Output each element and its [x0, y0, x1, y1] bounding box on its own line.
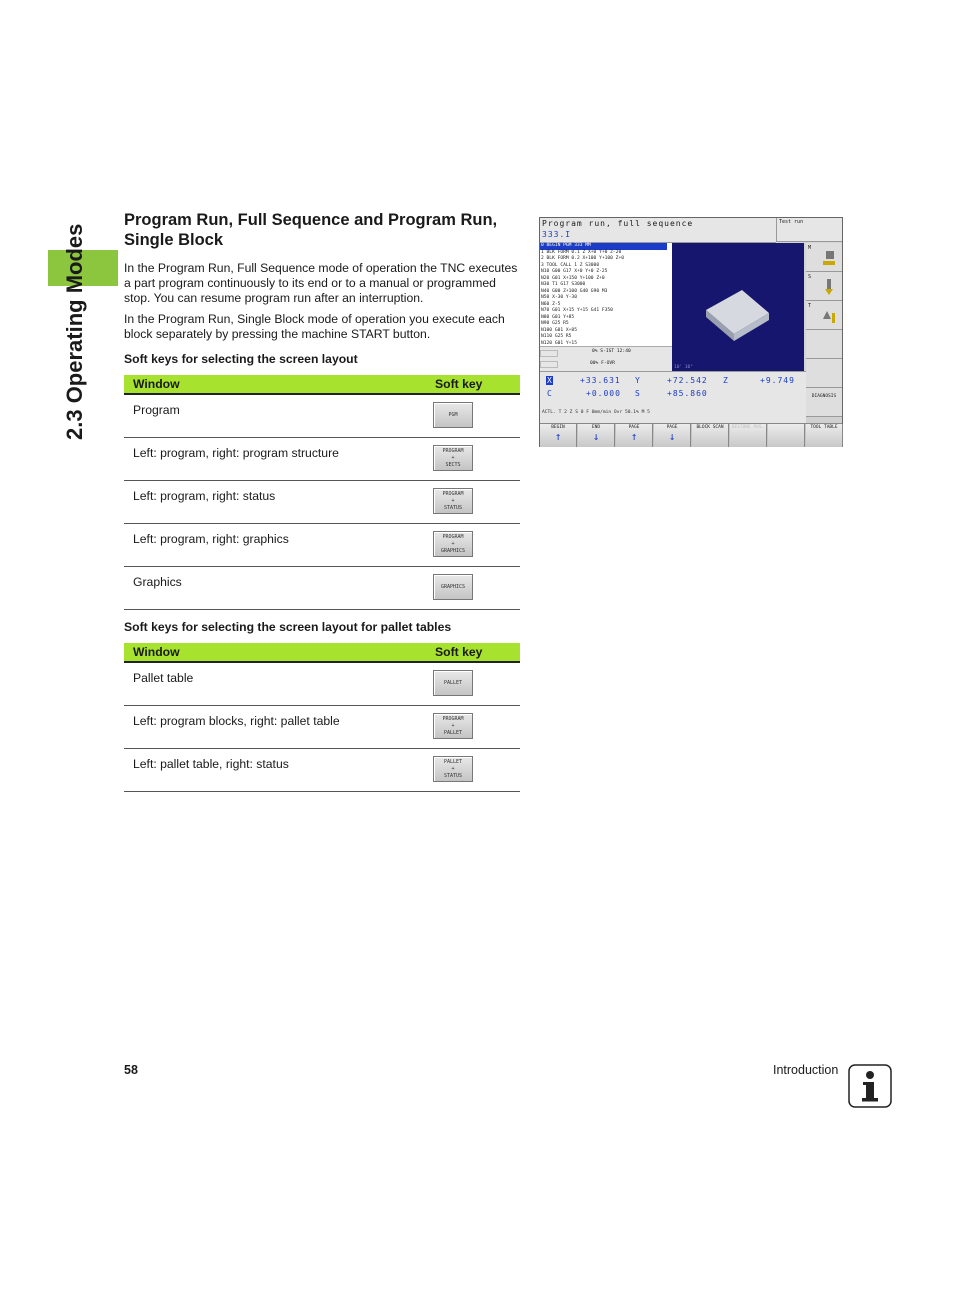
axis-z-value: +9.749 — [760, 376, 795, 385]
table2-heading: Soft keys for selecting the screen layout for pallet tables — [124, 620, 452, 634]
axis-z-label: Z — [723, 376, 728, 385]
tnc-softkey[interactable] — [654, 424, 691, 447]
program-line: N50 X-30 Y-30 — [541, 295, 577, 300]
softkey-image — [433, 402, 473, 428]
tnc-side-key-diagnosis[interactable]: DIAGNOSIS — [806, 388, 842, 417]
softkey-label: STATUS — [443, 504, 463, 511]
page-number: 58 — [124, 1063, 138, 1077]
column-header-window: Window — [124, 375, 431, 394]
softkey-image — [433, 488, 473, 514]
softkey-label: PROGRAM — [442, 447, 464, 454]
program-line: N60 Z-5 — [541, 301, 561, 307]
chapter-name: Introduction — [773, 1063, 839, 1077]
section-title: Program Run, Full Sequence and Program Run, Single Block — [124, 211, 498, 249]
tnc-program-footer — [540, 346, 672, 371]
softkey-label: PROGRAM — [442, 533, 464, 540]
pallet-layout-table — [124, 643, 520, 792]
spindle-icon — [821, 249, 837, 267]
arrow-icon: ↓ — [668, 430, 676, 443]
tnc-softkey-label: BLOCK SCAN — [696, 425, 724, 430]
softkey-image — [433, 531, 473, 557]
softkey-label: + — [451, 722, 455, 729]
axis-y-value: +72.542 — [667, 376, 708, 385]
program-line: 1 BLK FORM 0.1 Z X+0 Y+0 Z-20 — [541, 249, 622, 255]
tnc-softkey-label: PAGE — [666, 425, 678, 430]
arrow-icon: ↑ — [554, 430, 562, 443]
window-description: Left: program, right: program structure — [124, 438, 431, 481]
table1-heading: Soft keys for selecting the screen layout — [124, 352, 358, 366]
table-row — [124, 481, 520, 524]
tnc-softkey[interactable] — [806, 424, 843, 447]
tnc-side-key-t[interactable]: T — [806, 301, 842, 330]
graphic-dimension: 10' 10" — [674, 365, 693, 370]
softkey-label: + — [451, 765, 455, 772]
tnc-softkey-label: END — [591, 425, 601, 430]
softkey-image — [433, 445, 473, 471]
program-line: N70 G01 X+15 Y+15 G41 F350 — [541, 308, 613, 313]
tnc-file-name: 333.I — [542, 230, 572, 239]
arrow-icon: ↓ — [592, 430, 600, 443]
tool-icon — [821, 278, 837, 296]
tnc-program-window — [540, 243, 672, 346]
program-line: 3 TOOL CALL 1 Z S3000 — [541, 262, 600, 268]
program-line: N40 G00 Z+100 G40 G90 M3 — [541, 288, 608, 294]
softkey-label: PROGRAM — [442, 490, 464, 497]
window-description: Graphics — [124, 567, 431, 610]
softkey-label: + — [451, 540, 455, 547]
axis-y-label: Y — [635, 376, 640, 385]
info-icon — [848, 1064, 892, 1108]
paragraph-single-block: In the Program Run, Single Block mode of operation you execute each block separately by pressing the machine START button. — [124, 312, 505, 341]
tnc-mode-title: Program run, full sequence — [542, 219, 694, 228]
axis-c-value: +0.000 — [586, 389, 621, 398]
program-line: 2 BLK FORM 0.2 X+100 Y+100 Z+0 — [541, 256, 624, 261]
tool-change-icon — [821, 307, 837, 325]
window-description: Left: pallet table, right: status — [124, 749, 431, 792]
tnc-side-key-empty-1[interactable] — [806, 330, 842, 359]
program-line: 0 BEGIN PGM 333 MM — [540, 243, 667, 250]
tnc-softkey-label: RESTORE POS. — [731, 425, 765, 430]
axis-c-label: C — [547, 389, 552, 398]
program-line: N80 G01 Y+85 — [541, 314, 575, 320]
window-description: Left: program, right: graphics — [124, 524, 431, 567]
softkey-label: GRAPHICS — [440, 547, 466, 554]
softkey-image — [433, 756, 473, 782]
tnc-position-display — [540, 371, 806, 424]
tnc-side-key-m[interactable]: M — [806, 243, 842, 272]
program-line: N10 G00 G17 X+0 Y+0 Z-25 — [541, 269, 608, 274]
tnc-title-bar — [540, 218, 776, 243]
tnc-test-run-label: Test run — [776, 218, 842, 242]
tnc-foot-line-1: 0% S-IST 12:40 — [592, 349, 631, 354]
axis-s-value: +85.860 — [667, 389, 708, 398]
tnc-side-softkeys — [806, 243, 842, 423]
axis-x-label: X — [547, 376, 552, 385]
table-row — [124, 567, 520, 610]
tnc-graphics-window — [672, 243, 804, 371]
softkey-label: + — [451, 454, 455, 461]
table-row — [124, 394, 520, 438]
program-line: N30 T1 G17 S3000 — [541, 282, 586, 287]
tnc-softkey[interactable] — [540, 424, 577, 447]
softkey-label: GRAPHICS — [440, 583, 466, 590]
screen-layout-table — [124, 375, 520, 610]
softkey-label: PALLET — [443, 758, 463, 765]
column-header-softkey: Soft key — [431, 375, 520, 394]
table-row — [124, 662, 520, 706]
table-row — [124, 438, 520, 481]
softkey-label: STATUS — [443, 772, 463, 779]
softkey-label: PROGRAM — [442, 715, 464, 722]
program-line: N90 G25 R5 — [541, 321, 569, 326]
window-description: Left: program, right: status — [124, 481, 431, 524]
window-description: Pallet table — [124, 662, 431, 706]
main-content — [124, 210, 520, 792]
workpiece-graphic — [672, 243, 804, 371]
column-header-window: Window — [124, 643, 431, 662]
table-row — [124, 706, 520, 749]
tnc-foot-line-2: 00% F-OVR — [590, 361, 615, 366]
tnc-softkey-label: TOOL TABLE — [810, 425, 838, 430]
program-line: N120 G01 Y+15 — [541, 340, 577, 346]
softkey-label: PGM — [448, 411, 458, 418]
softkey-image — [433, 670, 473, 696]
softkey-label: PALLET — [443, 729, 463, 736]
softkey-label: SECTS — [445, 461, 461, 468]
tnc-softkey[interactable] — [730, 424, 767, 447]
tnc-softkey[interactable] — [616, 424, 653, 447]
tnc-softkey[interactable] — [768, 424, 805, 447]
tnc-softkey[interactable] — [692, 424, 729, 447]
table-row — [124, 749, 520, 792]
program-line: N100 G01 X+85 — [541, 327, 577, 333]
softkey-image — [433, 713, 473, 739]
arrow-icon: ↑ — [630, 430, 638, 443]
tnc-softkey-label: BEGIN — [551, 425, 565, 430]
window-description: Program — [124, 394, 431, 438]
table-header-row — [124, 643, 520, 662]
softkey-image — [433, 574, 473, 600]
program-line: N20 G01 X+150 Y+100 Z+0 — [541, 275, 605, 281]
axis-x-value: +33.631 — [580, 376, 621, 385]
table-row — [124, 524, 520, 567]
tnc-softkey-row — [540, 423, 842, 447]
tnc-status-line: ACTL. T 2 Z S 0 F 0mm/min Ovr 50.1% M 5 — [542, 410, 650, 415]
softkey-label: + — [451, 497, 455, 504]
tnc-side-key-s[interactable]: S — [806, 272, 842, 301]
chapter-side-title: 2.3 Operating Modes — [62, 223, 87, 440]
paragraph-full-sequence: In the Program Run, Full Sequence mode of operation the TNC executes a part program continuously to its end or to a manual or programmed stop. You can resume program run after an interruption. — [124, 261, 518, 305]
program-line: N110 G25 R5 — [541, 334, 572, 339]
tnc-screenshot — [539, 217, 843, 447]
tnc-softkey[interactable] — [578, 424, 615, 447]
softkey-label: PALLET — [443, 679, 463, 686]
window-description: Left: program blocks, right: pallet table — [124, 706, 431, 749]
axis-s-label: S — [635, 389, 640, 398]
table-header-row — [124, 375, 520, 394]
tnc-softkey-label: PAGE — [628, 425, 640, 430]
tnc-side-key-empty-2[interactable] — [806, 359, 842, 388]
column-header-softkey: Soft key — [431, 643, 520, 662]
